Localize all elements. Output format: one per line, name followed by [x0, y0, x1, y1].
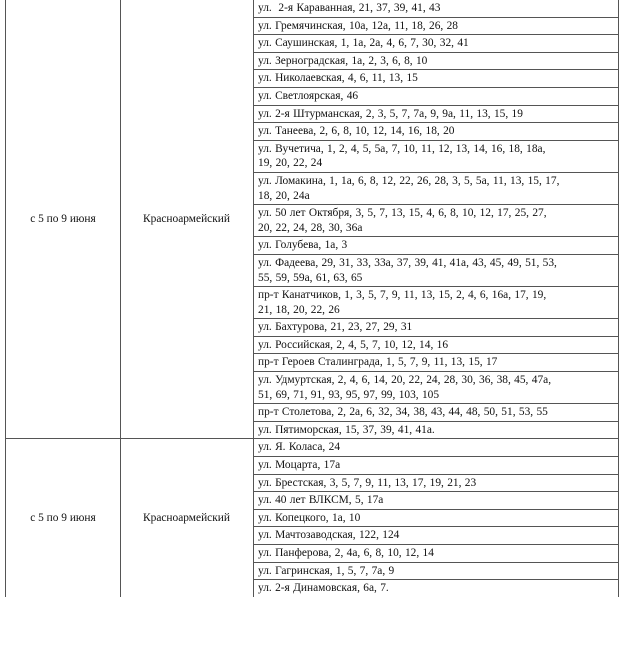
street-row: ул. Моцарта, 17а — [254, 457, 618, 475]
street-row: ул. Российская, 2, 4, 5, 7, 10, 12, 14, 16 — [254, 337, 618, 355]
street-row: пр-т Героев Сталинграда, 1, 5, 7, 9, 11, 13, 15, 17 — [254, 354, 618, 372]
street-row: ул. Я. Коласа, 24 — [254, 439, 618, 457]
street-row: ул. Пятиморская, 15, 37, 39, 41, 41а. — [258, 423, 435, 436]
street-row: ул. 2-я Динамовская, 6а, 7. — [258, 582, 389, 595]
street-row: ул. Гремячинская, 10а, 12а, 11, 18, 26, 28 — [254, 18, 618, 36]
street-row: ул. Танеева, 2, 6, 8, 10, 12, 14, 16, 18, 20 — [254, 123, 618, 141]
street-row: ул. Гагринская, 1, 5, 7, 7а, 9 — [254, 563, 618, 581]
street-row: ул. Ломакина, 1, 1а, 6, 8, 12, 22, 26, 28, 3, 5, 5а, 11, 13, 15, 17, 18, 20, 24а — [254, 173, 618, 205]
street-row: ул. Панферова, 2, 4а, 6, 8, 10, 12, 14 — [254, 545, 618, 563]
district-cell — [120, 0, 254, 438]
street-row: пр-т Столетова, 2, 2а, 6, 32, 34, 38, 43, 44, 48, 50, 51, 53, 55 — [254, 404, 618, 422]
street-row: ул. 2-я Штурманская, 2, 3, 5, 7, 7а, 9, 9а, 11, 13, 15, 19 — [254, 106, 618, 124]
street-row: ул. Фадеева, 29, 31, 33, 33а, 37, 39, 41, 41а, 43, 45, 49, 51, 53, 55, 59, 59а, 61, 63, 65 — [254, 255, 618, 287]
street-row: ул. Мачтозаводская, 122, 124 — [254, 527, 618, 545]
period-cell — [6, 439, 121, 596]
period-cell — [6, 0, 121, 438]
district-cell — [120, 439, 254, 596]
street-row: ул. Николаевская, 4, 6, 11, 13, 15 — [254, 70, 618, 88]
street-row: ул. Копецкого, 1а, 10 — [254, 510, 618, 528]
street-row: ул. Саушинская, 1, 1а, 2а, 4, 6, 7, 30, 32, 41 — [254, 35, 618, 53]
street-row: ул. 40 лет ВЛКСМ, 5, 17а — [254, 492, 618, 510]
street-row: ул. Бахтурова, 21, 23, 27, 29, 31 — [254, 319, 618, 337]
street-row: пр-т Канатчиков, 1, 3, 5, 7, 9, 11, 13, 15, 2, 4, 6, 16а, 17, 19, 21, 18, 20, 22, 26 — [254, 287, 618, 319]
street-row: ул. Брестская, 3, 5, 7, 9, 11, 13, 17, 19, 21, 23 — [254, 475, 618, 493]
period-text: с 5 по 9 июня — [30, 213, 96, 226]
street-row: ул. 2-я Караванная, 21, 37, 39, 41, 43 — [254, 0, 618, 18]
street-row: ул. Зерноградская, 1а, 2, 3, 6, 8, 10 — [254, 53, 618, 71]
schedule-block — [6, 438, 618, 596]
street-row: ул. Вучетича, 1, 2, 4, 5, 5а, 7, 10, 11, 12, 13, 14, 16, 18, 18а, 19, 20, 22, 24 — [254, 141, 618, 173]
schedule-block — [6, 0, 618, 438]
district-text: Красноармейский — [143, 213, 230, 226]
street-list — [254, 439, 618, 596]
street-list — [254, 0, 618, 438]
street-row: ул. Голубева, 1а, 3 — [254, 237, 618, 255]
street-row: ул. 50 лет Октября, 3, 5, 7, 13, 15, 4, 6, 8, 10, 12, 17, 25, 27, 20, 22, 24, 28, 30, 36а — [254, 205, 618, 237]
street-row: ул. Удмуртская, 2, 4, 6, 14, 20, 22, 24, 28, 30, 36, 38, 45, 47а, 51, 69, 71, 91, 93, 95, 97, 99, 103, 105 — [254, 372, 618, 404]
district-text: Красноармейский — [143, 512, 230, 525]
period-text: с 5 по 9 июня — [30, 512, 96, 525]
schedule-table — [5, 0, 619, 597]
street-row: ул. Светлоярская, 46 — [254, 88, 618, 106]
